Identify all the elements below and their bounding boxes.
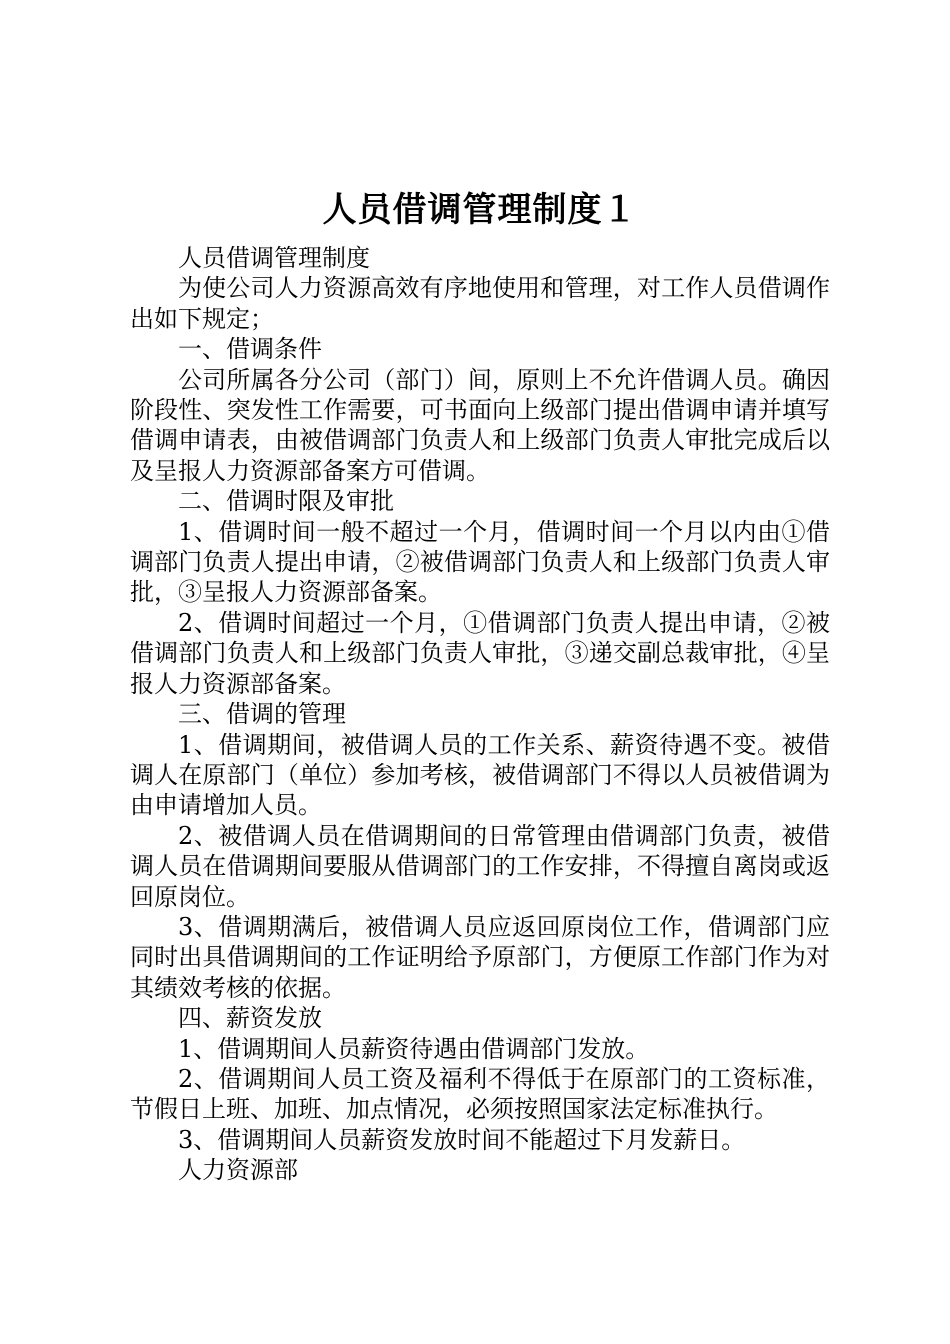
document-title: 人员借调管理制度１ <box>322 190 638 230</box>
section-3-item-2: 2、被借调人员在借调期间的日常管理由借调部门负责，被借调人员在借调期间要服从借调部门的工作安排，不得擅自离岗或返回原岗位。 <box>130 821 830 911</box>
section-3-item-3: 3、借调期满后，被借调人员应返回原岗位工作，借调部门应同时出具借调期间的工作证明给予原部门，方便原工作部门作为对其绩效考核的依据。 <box>130 912 830 1002</box>
doc-subtitle: 人员借调管理制度 <box>178 244 370 272</box>
section-3-item-1: 1、借调期间，被借调人员的工作关系、薪资待遇不变。被借调人在原部门（单位）参加考核，被借调部门不得以人员被借调为由申请增加人员。 <box>130 730 830 820</box>
section-heading-3: 三、借调的管理 <box>178 700 346 729</box>
section-4-item-2: 2、借调期间人员工资及福利不得低于在原部门的工资标准，节假日上班、加班、加点情况，必须按照国家法定标准执行。 <box>130 1064 830 1124</box>
section-4-item-1: 1、借调期间人员薪资待遇由借调部门发放。 <box>178 1034 650 1063</box>
section-heading-2: 二、借调时限及审批 <box>178 487 394 516</box>
section-1-paragraph: 公司所属各分公司（部门）间，原则上不允许借调人员。确因阶段性、突发性工作需要，可书面向上级部门提出借调申请并填写借调申请表，由被借调部门负责人和上级部门负责人审批完成后以及呈报人力资源部备案方可借调。 <box>130 365 830 485</box>
section-4-item-3: 3、借调期间人员薪资发放时间不能超过下月发薪日。 <box>178 1125 746 1154</box>
signature-department: 人力资源部 <box>178 1156 298 1185</box>
document-page <box>130 185 830 1186</box>
section-heading-4: 四、薪资发放 <box>178 1004 322 1033</box>
section-2-item-1: 1、借调时间一般不超过一个月，借调时间一个月以内由①借调部门负责人提出申请，②被借调部门负责人和上级部门负责人审批，③呈报人力资源部备案。 <box>130 517 830 607</box>
intro-paragraph: 为使公司人力资源高效有序地使用和管理，对工作人员借调作出如下规定； <box>130 274 830 333</box>
section-heading-1: 一、借调条件 <box>178 335 322 364</box>
section-2-item-2: 2、借调时间超过一个月，①借调部门负责人提出申请，②被借调部门负责人和上级部门负责人审批，③递交副总裁审批，④呈报人力资源部备案。 <box>130 608 830 698</box>
document-body <box>130 243 830 1186</box>
